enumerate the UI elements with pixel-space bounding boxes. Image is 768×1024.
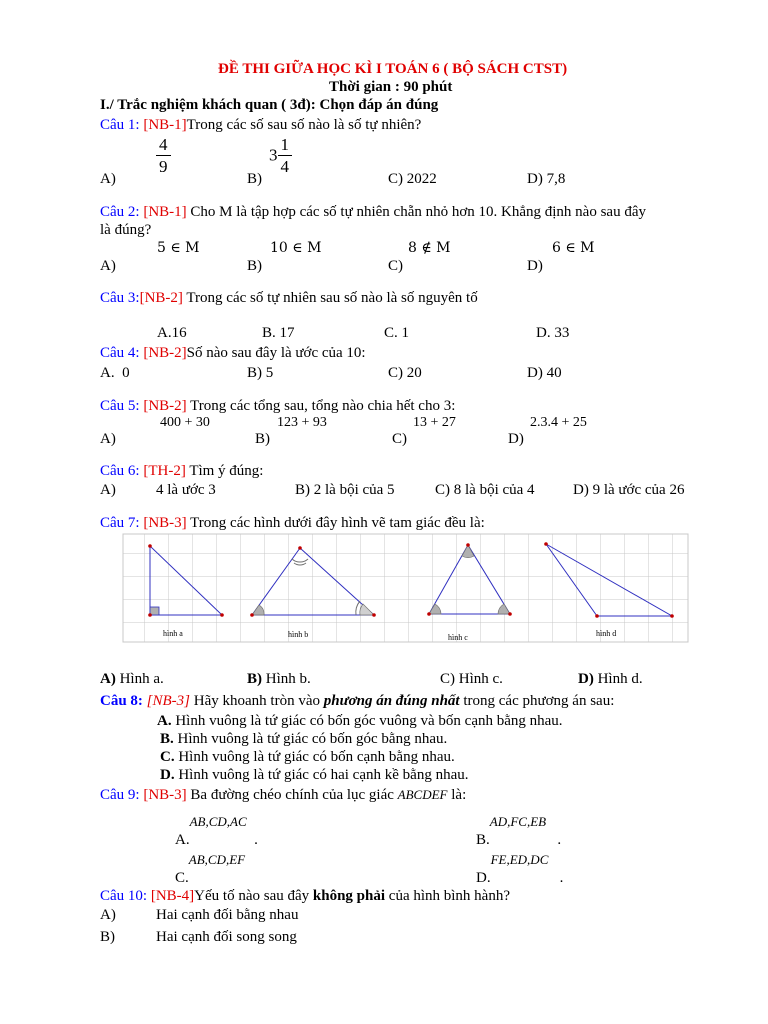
question-1-option-b[interactable]: B) xyxy=(247,171,262,187)
question-3-tag: [NB-2] xyxy=(139,290,183,306)
question-2-text: Cho M là tập hợp các số tự nhiên chẵn nhỏ hơn 10. Khẳng định nào sau đây xyxy=(190,204,646,220)
section-heading: I./ Trắc nghiệm khách quan ( 3đ): Chọn đáp án đúng xyxy=(100,97,439,113)
question-2-expr-b: 10 ∈ M xyxy=(270,240,322,256)
question-4-label: Câu 4 xyxy=(100,345,136,361)
question-9-option-a[interactable]: A.AB,CD,AC . xyxy=(175,814,258,848)
question-2-text-cont: là đúng? xyxy=(100,222,152,238)
question-1-stem: Câu 1: [NB-1]Trong các số sau số nào là số tự nhiên? xyxy=(100,117,422,133)
question-7-option-a[interactable]: A) Hình a. xyxy=(100,671,164,687)
fraction-4-9: $\frac{4}{9}$ xyxy=(156,136,171,175)
question-5-expr-b: 123 + 93 xyxy=(277,415,327,430)
question-1-text: Trong các số sau số nào là số tự nhiên? xyxy=(186,117,422,133)
question-4-option-c[interactable]: C) 20 xyxy=(388,365,422,381)
question-6-tag: [TH-2] xyxy=(143,463,186,479)
question-2-option-c[interactable]: C) xyxy=(388,258,403,274)
question-10-tag: [NB-4] xyxy=(150,888,195,904)
question-2-stem: Câu 2: [NB-1] Cho M là tập hợp các số tự nhiên chẵn nhỏ hơn 10. Khẳng định nào sau đây xyxy=(100,204,646,220)
question-6-text: Tìm ý đúng: xyxy=(189,463,264,479)
question-8-label: Câu 8: xyxy=(100,693,143,709)
question-7-option-d[interactable]: D) Hình d. xyxy=(578,671,643,687)
question-5-label: Câu 5 xyxy=(100,398,136,414)
question-2-tag: [NB-1] xyxy=(143,204,187,220)
question-7-option-b[interactable]: B) Hình b. xyxy=(247,671,311,687)
question-7-tag: [NB-3] xyxy=(143,515,187,531)
question-4-option-a[interactable]: A. 0 xyxy=(100,365,130,381)
question-8-option-b[interactable]: B. Hình vuông là tứ giác có bốn góc bằng nhau. xyxy=(160,731,448,747)
question-1-option-a[interactable]: A) xyxy=(100,171,116,187)
question-6-option-b[interactable]: B) 2 là bội của 5 xyxy=(295,482,395,498)
question-9-tag: [NB-3] xyxy=(143,787,187,803)
question-2-expr-c: 8 ∉ M xyxy=(408,240,451,256)
figure-label-d: hình d xyxy=(596,629,617,638)
question-7-text: Trong các hình dưới đây hình vẽ tam giác đều là: xyxy=(190,515,485,531)
question-5-option-d[interactable]: D) xyxy=(508,431,524,447)
exam-duration: Thời gian : 90 phút xyxy=(329,79,453,95)
question-9-option-c[interactable]: C.AB,CD,EF xyxy=(175,852,246,886)
question-1-option-c[interactable]: C) 2022 xyxy=(388,171,437,187)
question-6-option-c[interactable]: C) 8 là bội của 4 xyxy=(435,482,535,498)
question-9-stem: Câu 9: [NB-3] Ba đường chéo chính của lục giác ABCDEF là: xyxy=(100,787,467,803)
question-1-label: Câu 1 xyxy=(100,117,136,133)
question-10-stem: Câu 10: [NB-4]Yếu tố nào sau đây không phải của hình bình hành? xyxy=(100,888,510,904)
question-8-option-a[interactable]: A. Hình vuông là tứ giác có bốn góc vuông và bốn cạnh bằng nhau. xyxy=(157,713,563,729)
exam-title: ĐỀ THI GIỮA HỌC KÌ I TOÁN 6 ( BỘ SÁCH CTST) xyxy=(218,61,568,77)
question-5-expr-c: 13 + 27 xyxy=(413,415,456,430)
question-3-stem: Câu 3:[NB-2] Trong các số tự nhiên sau số nào là số nguyên tố xyxy=(100,290,478,306)
question-7-option-c[interactable]: C) Hình c. xyxy=(440,671,503,687)
question-5-text: Trong các tổng sau, tổng nào chia hết cho 3: xyxy=(190,398,456,414)
question-9-option-d[interactable]: D.FE,ED,DC . xyxy=(476,852,564,886)
question-6-option-a-letter[interactable]: A) xyxy=(100,482,116,498)
question-2-option-a[interactable]: A) xyxy=(100,258,116,274)
question-4-option-d[interactable]: D) 40 xyxy=(527,365,562,381)
question-1-tag: [NB-1] xyxy=(143,117,187,133)
question-2-label: Câu 2 xyxy=(100,204,136,220)
question-6-stem: Câu 6: [TH-2] Tìm ý đúng: xyxy=(100,463,264,479)
figure-label-b: hình b xyxy=(288,630,309,639)
figure-label-c: hình c xyxy=(448,633,468,642)
question-6-option-d[interactable]: D) 9 là ước của 26 xyxy=(573,482,685,498)
question-8-option-c[interactable]: C. Hình vuông là tứ giác có bốn cạnh bằng nhau. xyxy=(160,749,455,765)
question-3-option-b[interactable]: B. 17 xyxy=(262,325,295,341)
question-9-label: Câu 9 xyxy=(100,787,136,803)
figure-label-a: hình a xyxy=(163,629,183,638)
question-5-tag: [NB-2] xyxy=(143,398,187,414)
question-10-option-b-text[interactable]: Hai cạnh đối song song xyxy=(156,929,297,945)
question-8-tag: [NB-3] xyxy=(146,693,191,709)
question-3-text: Trong các số tự nhiên sau số nào là số nguyên tố xyxy=(186,290,478,306)
hexagon-name: ABCDEF xyxy=(397,787,448,802)
question-10-option-a-text[interactable]: Hai cạnh đối bằng nhau xyxy=(156,907,299,923)
question-6-option-a-text[interactable]: 4 là ước 3 xyxy=(156,482,216,498)
triangles-figure xyxy=(120,530,690,645)
question-2-option-d[interactable]: D) xyxy=(527,258,543,274)
question-5-option-a[interactable]: A) xyxy=(100,431,116,447)
question-5-option-b[interactable]: B) xyxy=(255,431,270,447)
question-2-expr-a: 5 ∈ M xyxy=(157,240,200,256)
question-3-label: Câu 3 xyxy=(100,290,136,306)
question-9-option-b[interactable]: B.AD,FC,EB . xyxy=(476,814,562,848)
question-7-stem: Câu 7: [NB-3] Trong các hình dưới đây hình vẽ tam giác đều là: xyxy=(100,515,485,531)
question-8-option-d[interactable]: D. Hình vuông là tứ giác có hai cạnh kề bằng nhau. xyxy=(160,767,469,783)
question-8-stem: Câu 8: [NB-3] Hãy khoanh tròn vào phương án đúng nhất trong các phương án sau: xyxy=(100,693,615,709)
mixed-number-3-1-4: 3 $\frac{1}{4}$ xyxy=(269,136,292,175)
question-2-option-b[interactable]: B) xyxy=(247,258,262,274)
grid-background xyxy=(123,534,688,642)
question-2-expr-d: 6 ∈ M xyxy=(552,240,595,256)
question-1-option-d[interactable]: D) 7,8 xyxy=(527,171,566,187)
question-4-text: Số nào sau đây là ước của 10: xyxy=(186,345,366,361)
question-5-stem: Câu 5: [NB-2] Trong các tổng sau, tổng nào chia hết cho 3: xyxy=(100,398,456,414)
question-10-option-b-letter[interactable]: B) xyxy=(100,929,115,945)
question-3-option-d[interactable]: D. 33 xyxy=(536,325,570,341)
question-7-label: Câu 7 xyxy=(100,515,136,531)
question-5-expr-d: 2.3.4 + 25 xyxy=(530,415,587,430)
question-5-option-c[interactable]: C) xyxy=(392,431,407,447)
question-3-option-a[interactable]: A.16 xyxy=(157,325,187,341)
question-4-stem: Câu 4: [NB-2]Số nào sau đây là ước của 10: xyxy=(100,345,366,361)
question-4-tag: [NB-2] xyxy=(143,345,187,361)
question-5-expr-a: 400 + 30 xyxy=(160,415,210,430)
question-3-option-c[interactable]: C. 1 xyxy=(384,325,410,341)
question-10-label: Câu 10 xyxy=(100,888,143,904)
question-10-option-a-letter[interactable]: A) xyxy=(100,907,116,923)
question-6-label: Câu 6 xyxy=(100,463,136,479)
question-4-option-b[interactable]: B) 5 xyxy=(247,365,274,381)
